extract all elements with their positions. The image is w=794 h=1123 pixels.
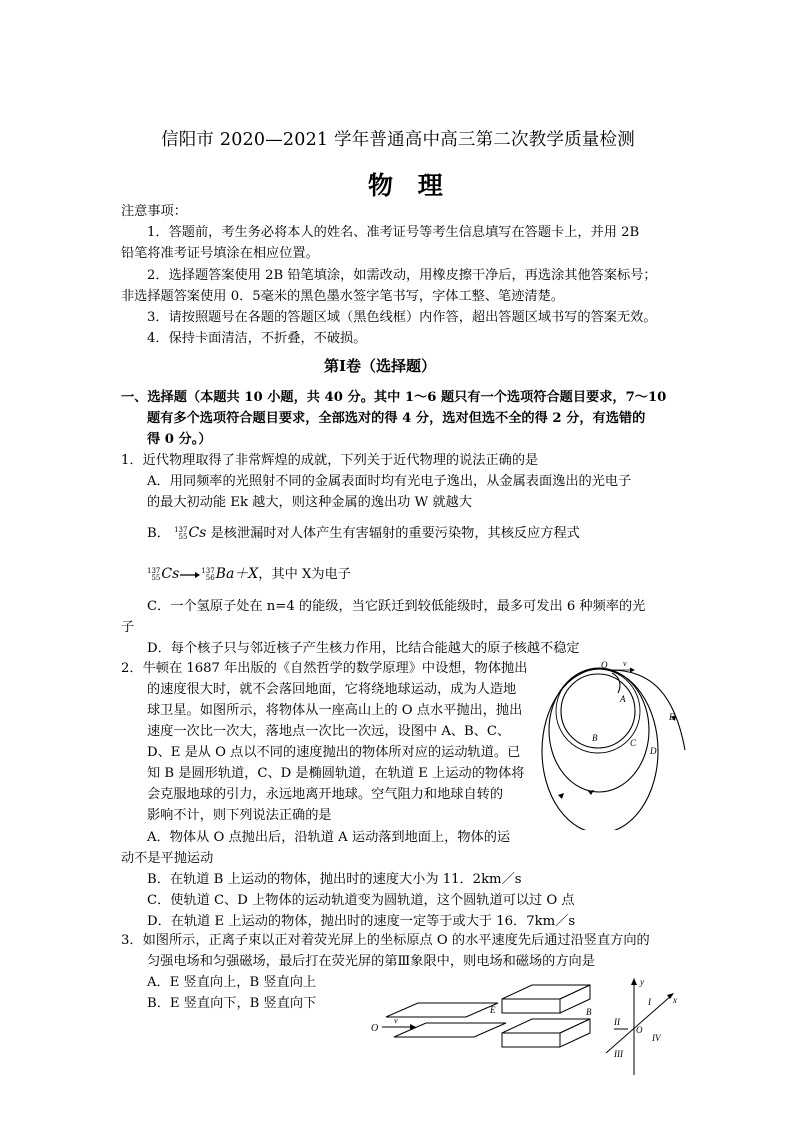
lower-magnet-front [502, 1033, 560, 1047]
orbit-b-label: B [592, 733, 598, 743]
part-heading: 第Ⅰ卷（选择题） [324, 357, 437, 375]
section-instructions-end: 得 0 分。） [147, 432, 212, 447]
q2-stem-line7: 会克服地球的引力，永远地离开地球。空气阻力和地球自转的 [147, 787, 504, 802]
q2-stem-line4: 速度一次比一次大，落地点一次比一次远，设图中 A、B、C、 [147, 724, 511, 739]
eq-plus-x: ＋X [234, 566, 259, 582]
orbit-a-label: A [620, 694, 626, 704]
q1-option-b-prefix: B． [147, 526, 170, 541]
orbit-d [542, 669, 658, 830]
notice-item-2: 2．选择题答案使用 2B 铅笔填涂，如需改动，用橡皮擦干净后，再选涂其他答案标号； [147, 268, 657, 283]
q1-option-b-text: 是核泄漏时对人体产生有害辐射的重要污染物，其核反应方程式 [210, 526, 580, 541]
beam-velocity-label: v [394, 1016, 398, 1025]
orbit-d-arrow-icon [558, 793, 564, 799]
q3-stem-line1: 3．如图所示，正离子束以正对着荧光屏上的坐标原点 O 的水平速度先后通过沿竖直方向的 [121, 933, 650, 948]
q2-stem-line8: 影响不计，则下列说法正确的是 [147, 808, 332, 823]
q1-option-d: D．每个核子只与邻近核子产生核力作用，比结合能越大的原子核越不稳定 [147, 641, 580, 656]
orbit-e-label: E [669, 712, 675, 722]
quadrant-2-label: II [614, 1017, 620, 1027]
y-axis-arrow-icon [631, 978, 637, 985]
notice-label: 注意事项： [121, 204, 187, 219]
notice-item-3: 3．请按照题号在各题的答题区域（黑色线框）内作答，超出答题区域书写的答案无效。 [147, 310, 657, 325]
section-instructions-cont: 题有多个选项符合题目要求，全部选对的得 4 分，选对但选不全的得 2 分，有选错的 [147, 411, 646, 426]
velocity-arrow-icon [630, 668, 635, 673]
quadrant-4-label: IV [652, 1033, 661, 1043]
orbit-d-label: D [650, 746, 657, 756]
q2-stem-line6: 知 B 是圆形轨道，C、D 是椭圆轨道，在轨道 E 上运动的物体将 [147, 766, 525, 781]
orbit-a [612, 673, 620, 693]
point-o-label: O [601, 660, 608, 670]
x-axis-label: x [673, 995, 677, 1005]
cs-nuclide-numbers-eq [147, 568, 160, 582]
exam-title: 信阳市 2020—2021 学年普通高中高三第二次教学质量检测 [161, 130, 635, 150]
subject-title: 物 理 [368, 171, 451, 200]
ba-nuclide-numbers [201, 568, 214, 582]
q2-stem-line5: D、E 是从 O 点以不同的速度抛出的物体所对应的运动轨道。已 [147, 745, 521, 760]
upper-plate [386, 1003, 498, 1017]
beam-origin-label: O [371, 1023, 379, 1034]
notice-item-2-cont: 非选择题答案使用 0．5毫米的黑色墨水签字笔书写，字体工整、笔迹清楚。 [121, 289, 564, 304]
q1-equation [147, 564, 351, 585]
q2-option-a: A．物体从 O 点抛出后，沿轨道 A 运动落到地面上，物体的运 [147, 830, 511, 845]
magnetic-field-label: B [586, 1007, 592, 1017]
section-instructions: 一、选择题（本题共 10 小题，共 40 分。其中 1～6 题只有一个选项符合题目要求，7～10 [121, 390, 667, 405]
cs-mass-number-eq: 137 [147, 566, 161, 575]
notice-item-4: 4．保持卡面清洁，不折叠，不破损。 [147, 331, 367, 346]
q1-stem: 1．近代物理取得了非常辉煌的成就，下列关于近代物理的说法正确的是 [121, 453, 539, 468]
field-diagram [366, 975, 696, 1085]
y-axis-label: y [640, 977, 644, 987]
q3-stem-line2: 匀强电场和匀强磁场，最后打在荧光屏的第Ⅲ象限中，则电场和磁场的方向是 [147, 954, 595, 969]
screen-origin-label: O [636, 1025, 643, 1035]
electric-field-label: E [490, 1005, 496, 1015]
orbit-c-label: C [630, 738, 637, 748]
upper-magnet-front [502, 999, 560, 1013]
q1-option-c: C．一个氢原子处在 n=4 的能级，当它跃迁到较低能级时，最多可发出 6 种频率的光 [147, 599, 646, 614]
q1-option-c-cont: 子 [121, 620, 135, 635]
cs-mass-number: 137 [174, 525, 188, 534]
ba-mass-number: 137 [201, 566, 215, 575]
cs-atomic-number-eq: 55 [151, 573, 161, 582]
q2-stem-line3: 球卫星。如图所示，将物体从一座高山上的 O 点水平抛出，抛出 [147, 703, 523, 718]
ba-atomic-number: 56 [205, 573, 215, 582]
reaction-arrow-icon [179, 570, 201, 580]
cs-nuclide-numbers [174, 527, 187, 541]
q1-option-a: A．用同频率的光照射不同的金属表面时均有光电子逸出，从金属表面逸出的光电子 [147, 474, 632, 489]
velocity-label: v [623, 659, 627, 668]
quadrant-3-label: III [614, 1049, 623, 1059]
notice-item-1-cont: 铅笔将准考证号填涂在相应位置。 [121, 246, 319, 261]
cs-atomic-number: 55 [178, 532, 188, 541]
ba-symbol: Ba [215, 566, 235, 582]
orbit-diagram [540, 655, 690, 830]
q2-stem-line2: 的速度很大时，就不会落回地面，它将绕地球运动，成为人造地 [147, 682, 517, 697]
q2-option-d: D．在轨道 E 上运动的物体，抛出时的速度一定等于或大于 16．7km／s [147, 914, 576, 929]
q2-option-c: C．使轨道 C、D 上物体的运动轨道变为圆轨道，这个圆轨道可以过 O 点 [147, 893, 575, 908]
cs-symbol: Cs [188, 525, 207, 541]
quadrant-1-label: I [648, 997, 651, 1007]
q2-option-b: B．在轨道 B 上运动的物体，抛出时的速度大小为 11．2km／s [147, 872, 522, 887]
cs-symbol-eq: Cs [161, 566, 180, 582]
q3-option-a: A．E 竖直向上，B 竖直向上 [147, 975, 317, 990]
q2-option-a-cont: 动不是平抛运动 [121, 851, 214, 866]
earth-circle [561, 674, 635, 748]
q3-option-b: B．E 竖直向下，B 竖直向下 [147, 996, 317, 1011]
q2-stem-line1: 2．牛顿在 1687 年出版的《自然哲学的数学原理》中设想，物体抛出 [121, 661, 528, 676]
q1-option-b [147, 523, 580, 544]
eq-suffix: ，其中 X为电子 [258, 567, 351, 582]
q1-option-a-cont: 的最大初动能 Ek 越大，则这种金属的逸出功 W 就越大 [147, 495, 472, 510]
notice-item-1: 1．答题前，考生务必将本人的姓名、准考证号等考生信息填写在答题卡上，并用 2B [147, 225, 640, 240]
